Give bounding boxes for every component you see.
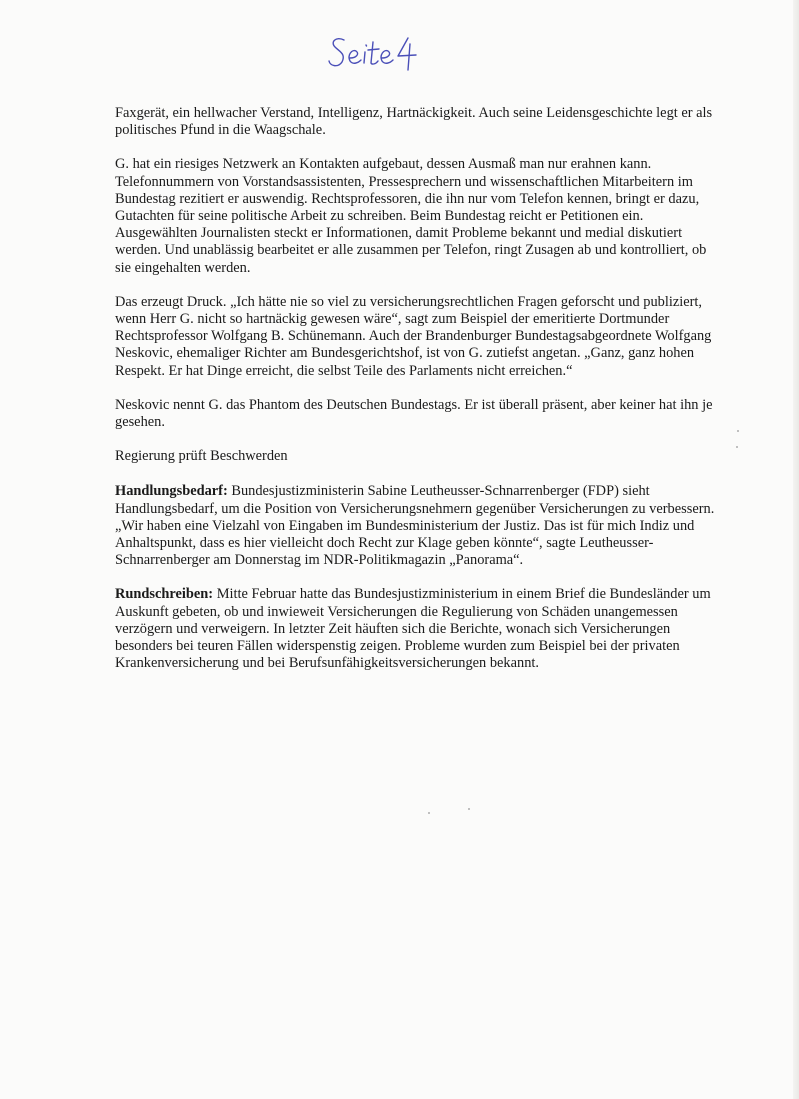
paragraph-network: G. hat ein riesiges Netzwerk an Kontakten aufgebaut, dessen Ausmaß man nur erahnen kann. Telefonnummern von Vorstandsassistenten, Pressesprechern und wissenschaftlichen Mitarbeitern im Bundestag rezitiert er auswendig. Rechtsprofessoren, die ihn nur vom Telefon kennen, bringt er dazu, Gutachten für seine politische Arbeit zu schreiben. Beim Bundestag reicht er Petitionen ein. Ausgewählten Journalisten steckt er Informationen, damit Probleme bekannt und medial diskutiert werden. Und unablässig bearbeitet er alle zusammen per Telefon, ringt Zusagen ab und kontrolliert, ob sie eingehalten werden.	[115, 156, 707, 276]
article-body	[115, 105, 720, 689]
section-rundschreiben	[115, 586, 720, 672]
section-lead: Handlungsbedarf:	[115, 483, 228, 500]
section-handlungsbedarf	[115, 483, 720, 569]
section-lead: Rundschreiben:	[115, 586, 214, 603]
scan-speck	[468, 808, 470, 810]
paragraph-phantom: Neskovic nennt G. das Phantom des Deutschen Bundestags. Er ist überall präsent, aber keiner hat ihn je gesehen.	[115, 396, 713, 431]
paragraph-intro: Faxgerät, ein hellwacher Verstand, Intelligenz, Hartnäckigkeit. Auch seine Leidensgeschichte legt er als politisches Pfund in die Waagschale.	[115, 105, 713, 139]
section-text: Mitte Februar hatte das Bundesjustizministerium in einem Brief die Bundesländer um Auskunft gebeten, ob und inwieweit Versicherungen die Regulierung von Schäden unangemessen verzögern und verweigern. In letzter Zeit häuften sich die Berichte, wonach sich Versicherungen besonders bei teuren Fällen widerspenstig zeigen. Probleme wurden zum Beispiel bei der privaten Krankenversicherung und bei Berufsunfähigkeitsversicherungen bekannt.	[115, 586, 711, 672]
scan-speck	[737, 430, 739, 432]
handwritten-page-label	[326, 30, 446, 74]
paragraph-pressure: Das erzeugt Druck. „Ich hätte nie so viel zu versicherungsrechtlichen Fragen geforscht und publiziert, wenn Herr G. nicht so hartnäckig gewesen wäre“, sagt zum Beispiel der emeritierte Dortmunder Rechtsprofessor Wolfgang B. Schünemann. Auch der Brandenburger Bundestagsabgeordnete Wolfgang Neskovic, ehemaliger Richter am Bundesgerichtshof, ist von G. zutiefst angetan. „Ganz, ganz hohen Respekt. Er hat Dinge erreicht, die selbst Teile des Parlaments nicht erreichen.“	[115, 293, 712, 379]
section-text: Bundesjustizministerin Sabine Leutheusser-Schnarrenberger (FDP) sieht Handlungsbedarf, um die Position von Versicherungsnehmern gegenüber Versicherungen zu verbessern. „Wir haben eine Vielzahl von Eingaben im Bundesministerium der Justiz. Das ist für mich Indiz und Anhaltspunkt, dass es hier vielleicht doch Recht zur Klage geben könnte“, sagte Leutheusser-Schnarrenberger am Donnerstag im NDR-Politikmagazin „Panorama“.	[115, 483, 715, 569]
scan-speck	[428, 812, 430, 814]
scan-speck	[736, 446, 738, 448]
page-edge	[793, 0, 799, 1099]
section-heading: Regierung prüft Beschwerden	[115, 448, 288, 465]
